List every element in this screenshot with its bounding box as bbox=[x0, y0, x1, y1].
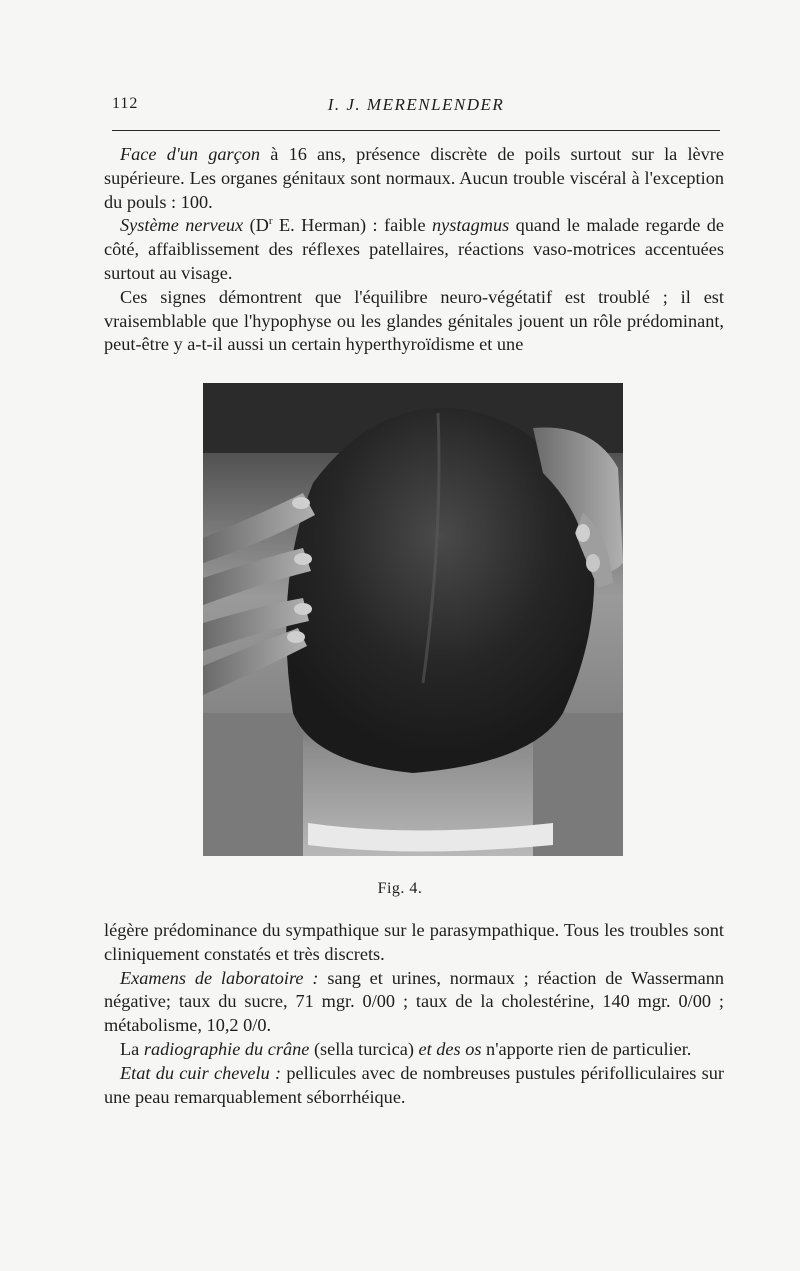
paragraph-laboratory bbox=[104, 967, 724, 1038]
paragraph-signs bbox=[104, 286, 724, 357]
photograph-head-back-view bbox=[203, 383, 623, 856]
header-rule bbox=[112, 130, 720, 131]
italic-lead: Etat du cuir chevelu : bbox=[120, 1062, 282, 1083]
italic-lead: Face d'un garçon bbox=[120, 144, 261, 164]
paragraph-text: n'apporte rien de particulier. bbox=[481, 1038, 692, 1059]
italic-lead: Examens de laboratoire : bbox=[120, 967, 319, 988]
text-block-top bbox=[104, 143, 724, 357]
paragraph-text: La bbox=[120, 1038, 144, 1059]
figure-photograph bbox=[203, 383, 623, 856]
paragraph-text: (D bbox=[243, 215, 269, 236]
paragraph-radiography bbox=[104, 1038, 724, 1062]
paragraph-text: E. Herman) : faible bbox=[272, 215, 433, 236]
italic-term: nystagmus bbox=[432, 215, 510, 236]
italic-term: radiographie du crâne bbox=[143, 1038, 310, 1059]
paragraph-text: (sella turcica) bbox=[309, 1038, 419, 1059]
superscript: r bbox=[268, 215, 273, 228]
paragraph-text: sang et urines, normaux ; réaction de Wassermann négative; taux du sucre, 71 mgr. 0/00 ; taux de la cholestérine, 140 mgr. 0/00 ; métabolisme, 10,2 0/0. bbox=[104, 967, 724, 1036]
paragraph-continuation bbox=[104, 919, 724, 967]
italic-term: et des os bbox=[418, 1038, 482, 1059]
figure-caption: Fig. 4. bbox=[377, 880, 423, 897]
paragraph-text: Ces signes démontrent que l'équilibre neuro-végétatif est troublé ; il est vraisemblable que l'hypophyse ou les glandes génitales jouent un rôle prédominant, peut-être y a-t-il aussi un certain hyperthyroïdisme et une bbox=[104, 286, 724, 355]
paragraph-text: pellicules avec de nombreuses pustules périfolliculaires sur une peau remarquablement séborrhéique. bbox=[104, 1062, 724, 1107]
paragraph-scalp bbox=[104, 1062, 724, 1110]
paragraph-nervous-system bbox=[104, 214, 724, 285]
paragraph-patient-face bbox=[104, 143, 724, 214]
page-number: 112 bbox=[112, 95, 139, 112]
running-title: I. J. MERENLENDER bbox=[327, 95, 505, 114]
italic-lead: Système nerveux bbox=[120, 215, 244, 236]
paragraph-text: légère prédominance du sympathique sur le parasympathique. Tous les troubles sont cliniquement constatés et très discrets. bbox=[104, 920, 724, 964]
paragraph-text: à 16 ans, présence discrète de poils surtout sur la lèvre supérieure. Les organes génitaux sont normaux. Aucun trouble viscéral à l'exception du pouls : 100. bbox=[104, 144, 724, 212]
text-block-bottom bbox=[104, 919, 724, 1109]
page-header bbox=[112, 95, 720, 117]
paragraph-text: quand le malade regarde de côté, affaiblissement des réflexes patellaires, réactions vaso-motrices accentuées surtout au visage. bbox=[104, 215, 725, 283]
